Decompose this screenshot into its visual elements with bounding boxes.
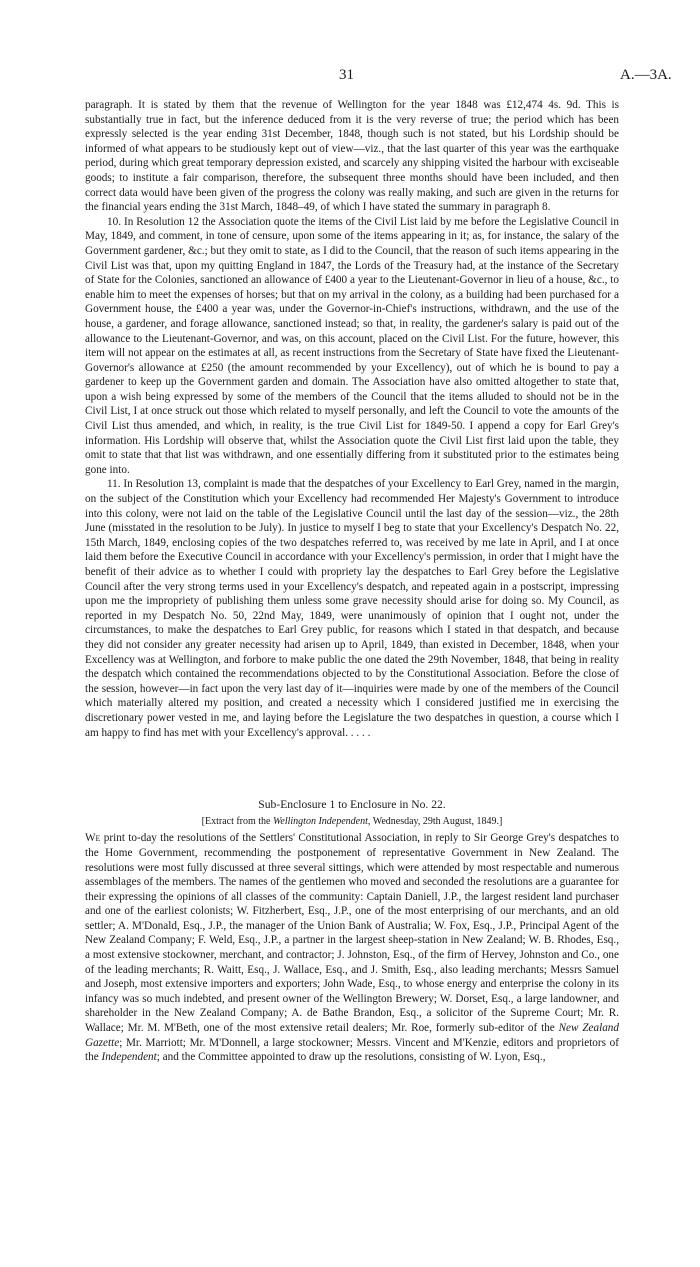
opening-word: We bbox=[85, 832, 101, 845]
paragraph-continuation: paragraph. It is stated by them that the revenue of Wellington for the year 1848 was £12,474 4s. 9d. This is substantially true in fact, but the inference deduced from it is the very reverse of true; the period which has been expressly selected is the year ending 31st December, 1848, though such is not stated, but his Lordship should be informed of what appears to be studiously kept out of view—viz., that the last quarter of this year was the earthquake period, during which great temporary depression existed, and scarcely any shipping visited the harbour with exciseable goods; to institute a fair comparison, therefore, the subsequent three months should have been included, and then correct data would have been given of the progress the colony was really making, and such are given in the returns for the financial years ending the 31st March, 1848–49, of which I have stated the summary in paragraph 8. bbox=[85, 99, 619, 214]
document-body bbox=[85, 98, 619, 1065]
extract-open: [Extract from the bbox=[201, 815, 273, 827]
newspaper-name: Wellington Independent bbox=[273, 815, 368, 827]
extract-text-part-3: ; and the Committee appointed to draw up the resolutions, consisting of W. Lyon, Esq., bbox=[156, 1051, 546, 1064]
paragraph-11: 11. In Resolution 13, complaint is made that the despatches of your Excellency to Earl Grey, named in the margin, on the subject of the Constitution which your Excellency had recommended Her Majesty's Government to introduce into this colony, were not laid on the table of the Legislative Council until the last day of the session—viz., the 28th June (misstated in the resolution to be July). In justice to myself I beg to state that your Excellency's Despatch No. 22, 15th March, 1849, enclosing copies of the two despatches referred to, was received by me late in April, and I at once laid them before the Executive Council in accordance with your Excellency's permission, in order that I might have the benefit of their advice as to whether I could with propriety lay the despatches to Earl Grey before the Legislative Council after the very strong terms used in your Excellency's despatch, and repeated again in a postscript, impressing upon me the impropriety of publishing them unless some grave necessity should arise for doing so. My Council, as reported in my Despatch No. 50, 22nd May, 1849, were unanimously of opinion that I ought not, under the circumstances, to make the despatches to Earl Grey public, for reasons which I stated in that despatch, and because they did not consider any greater necessity had arisen up to April, 1849, than existed in December, 1848, when your Excellency was at Wellington, and forbore to make public the one dated the 29th November, 1848, that being in reality the despatch which contained the recommendations objected to by the Constitutional Association. Before the close of the session, however—in fact upon the very last day of it—inquiries were made by one of the members of the Council which materially altered my position, and created a necessity which I considered justified me in exercising the discretionary power vested in me, and laying before the Legislature the two despatches in question, a course which I am happy to find has met with your Excellency's approval. . . . . bbox=[85, 478, 619, 739]
newspaper-extract-text bbox=[85, 831, 619, 1065]
independent-name: Independent bbox=[101, 1051, 157, 1064]
extract-source-line bbox=[85, 815, 619, 830]
paragraph-10: 10. In Resolution 12 the Association quote the items of the Civil List laid by me before the Legislative Council in May, 1849, and comment, in tone of censure, upon some of the items appearing in it; as, for instance, the salary of the Government gardener, &c.; but they omit to state, as I did to the Council, that the reason of such items appearing in the Civil List was that, upon my quitting England in 1847, the Lords of the Treasury had, at the instance of the Secretary of State for the Colonies, sanctioned an allowance of £400 a year to the Lieutenant-Governor in lieu of a house, &c., to enable him to meet the expenses of horses; but that on my arrival in the colony, as a building had been purchased for a Government house, the £400 a year was, under the Governor-in-Chief's instructions, withdrawn, and the use of the house, a gardener, and forage allowance, sanctioned instead; so that, in reality, the gardener's salary is paid out of the allowance to the Lieutenant-Governor, and was, on this account, placed on the Civil List. For the future, however, this item will not appear on the estimates at all, as recent instructions from the Secretary of State have fixed the Lieutenant-Governor's allowance at £250 (the amount recommended by your Excellency), out of which he is bound to pay a gardener to keep up the Government garden and domain. The Association have also omitted altogether to state that, upon a wish being expressed by some of the members of the Council that the items alluded to should not be in the Civil List, I at once struck out those which related to myself personally, and left the Council to vote the amounts of the Civil List thus amended, and which, in reality, is the true Civil List for 1849-50. I append a copy for Earl Grey's information. His Lordship will observe that, whilst the Association quote the Civil List first laid upon the table, they omit to state that that list was withdrawn, and one essentially differing from it substituted prior to the estimates being gone into. bbox=[85, 215, 619, 476]
extract-date: , Wednesday, 29th August, 1849.] bbox=[367, 815, 503, 827]
gazette-name: New Zealand Gazette bbox=[85, 1022, 619, 1049]
extract-text-part-1: print to-day the resolutions of the Settlers' Constitutional Association, in reply to Sir George Grey's despatches to the Home Government, recommending the postponement of representative Government in New Zealand. The resolutions were most fully discussed at three several sittings, which were attended by most respectable and numerous assemblages of the members. The names of the gentlemen who moved and seconded the resolutions are a guarantee for their expressing the opinions of all classes of the community: Captain Daniell, J.P., the largest resident land purchaser and one of the earliest colonists; W. Fitzherbert, Esq., J.P., one of the most enterprising of our merchants, and an old settler; A. M'Donald, Esq., J.P., the manager of the Union Bank of Australia; W. Fox, Esq., J.P., Principal Agent of the New Zealand Company; F. Weld, Esq., J.P., a partner in the largest sheep-station in New Zealand; W. B. Rhodes, Esq., a most extensive stockowner, merchant, and contractor; J. Johnston, Esq., of the firm of Hervey, Johnston and Co., one of the leading merchants; R. Waitt, Esq., J. Wallace, Esq., and J. Smith, Esq., also leading merchants; Messrs Samuel and Joseph, most extensive importers and exporters; John Wade, Esq., to whose energy and enterprise the colony in its infancy was so much indebted, and present owner of the Wellington Brewery; W. Dorset, Esq., a large landowner, and shareholder in the New Zealand Company; A. de Bathe Brandon, Esq., a solicitor of the Supreme Court; Mr. R. Wallace; Mr. M. M'Beth, one of the most extensive retail dealers; Mr. Roe, formerly sub-editor of the bbox=[85, 832, 619, 1035]
page-number: 31 bbox=[339, 67, 354, 83]
document-reference: A.—3A. bbox=[620, 67, 672, 83]
section-spacer bbox=[85, 740, 619, 798]
sub-enclosure-title: Sub-Enclosure 1 to Enclosure in No. 22. bbox=[258, 798, 446, 812]
extract-text-part-2: ; Mr. Marriott; Mr. M'Donnell, a large stockowner; Messrs. Vincent and M'Kenzie, editors and proprietors of the bbox=[85, 1036, 619, 1064]
